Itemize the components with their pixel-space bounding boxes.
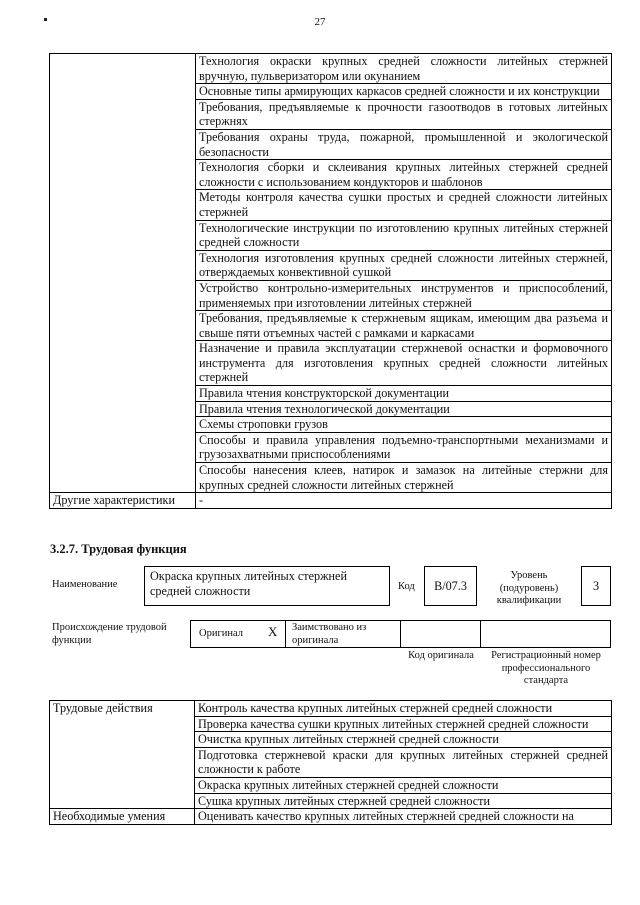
- name-label: Наименование: [52, 579, 118, 590]
- knowledge-item: Основные типы армирующих каркасов средней сложности и их конструкции: [196, 84, 612, 100]
- borrowed-cell: [285, 620, 401, 648]
- original-mark: X: [268, 624, 278, 639]
- knowledge-item: Способы и правила управления подъемно-транспортными механизмами и грузозахватными приспособлениями: [196, 432, 612, 462]
- knowledge-item: Правила чтения технологической документации: [196, 401, 612, 417]
- knowledge-item: Способы нанесения клеев, натирок и замазок на литейные стержни для крупных средней сложности литейных стержней: [196, 463, 612, 493]
- knowledge-item: Методы контроля качества сушки простых и средней сложности литейных стержней: [196, 190, 612, 220]
- action-item: Проверка качества сушки крупных литейных стержней средней сложности: [195, 716, 612, 732]
- knowledge-item: Технология окраски крупных средней сложности литейных стержней вручную, пульверизатором или окунанием: [196, 54, 612, 84]
- action-item: Сушка крупных литейных стержней средней сложности: [195, 793, 612, 809]
- knowledge-item: Технология изготовления крупных средней сложности литейных стержней, отверждаемых конвективной сушкой: [196, 250, 612, 280]
- knowledge-item: Схемы строповки грузов: [196, 417, 612, 433]
- reg-number-label: Регистрационный номер профессионального стандарта: [491, 650, 601, 686]
- table-row: [50, 54, 612, 84]
- action-item: Окраска крупных литейных стержней средней сложности: [195, 777, 612, 793]
- knowledge-item: Устройство контрольно-измерительных инструментов и приспособлений, применяемых при изготовлении литейных стержней: [196, 280, 612, 310]
- function-name: Окраска крупных литейных стержней средней сложности: [150, 569, 347, 598]
- other-value: -: [196, 493, 612, 509]
- code-label: Код: [398, 581, 415, 592]
- function-name-box: [144, 566, 390, 606]
- other-label: Другие характеристики: [50, 493, 196, 509]
- knowledge-item: Требования, предъявляемые к стержневым ящикам, имеющим два разъема и свыше пяти отъемных частей с рамками и каркасами: [196, 311, 612, 341]
- level-box: [581, 566, 611, 606]
- level-label: Уровень (подуровень) квалификации: [496, 570, 562, 606]
- action-item: Очистка крупных литейных стержней средней сложности: [195, 732, 612, 748]
- knowledge-item: Технология сборки и склеивания крупных литейных стержней средней сложности с использованием кондукторов и шаблонов: [196, 160, 612, 190]
- page-number: 27: [314, 16, 326, 28]
- actions-label: Трудовые действия: [50, 701, 195, 809]
- origin-label: Происхождение трудовой функции: [52, 622, 167, 646]
- knowledge-item: Правила чтения конструкторской документации: [196, 386, 612, 402]
- knowledge-item: Технологические инструкции по изготовлению крупных литейных стержней средней сложности: [196, 220, 612, 250]
- knowledge-item: Назначение и правила эксплуатации стержневой оснастки и формовочного инструмента для изготовления крупных средней сложности литейных стержней: [196, 341, 612, 386]
- code-original-label: Код оригинала: [408, 650, 474, 661]
- original-cell: [190, 620, 286, 648]
- knowledge-table: [49, 53, 612, 509]
- code-value: B/07.3: [434, 579, 467, 593]
- level-value: 3: [592, 579, 600, 593]
- section-title: 3.2.7. Трудовая функция: [50, 542, 187, 556]
- table-row: [50, 809, 612, 825]
- skills-label: Необходимые умения: [50, 809, 195, 825]
- skill-item: Оценивать качество крупных литейных стержней средней сложности на: [195, 809, 612, 825]
- knowledge-label-cell: [50, 54, 196, 493]
- reg-number-cell: [480, 620, 611, 648]
- borrowed-label: Заимствовано из оригинала: [292, 622, 367, 646]
- table-row: [50, 493, 612, 509]
- actions-table: [49, 700, 612, 825]
- table-row: [50, 701, 612, 717]
- code-original-cell: [400, 620, 481, 648]
- original-label: Оригинал: [199, 628, 243, 639]
- action-item: Контроль качества крупных литейных стержней средней сложности: [195, 701, 612, 717]
- code-box: [424, 566, 477, 606]
- action-item: Подготовка стержневой краски для крупных литейных стержней средней сложности к работе: [195, 747, 612, 777]
- knowledge-item: Требования, предъявляемые к прочности газоотводов в готовых литейных стержнях: [196, 99, 612, 129]
- knowledge-item: Требования охраны труда, пожарной, промышленной и экологической безопасности: [196, 129, 612, 159]
